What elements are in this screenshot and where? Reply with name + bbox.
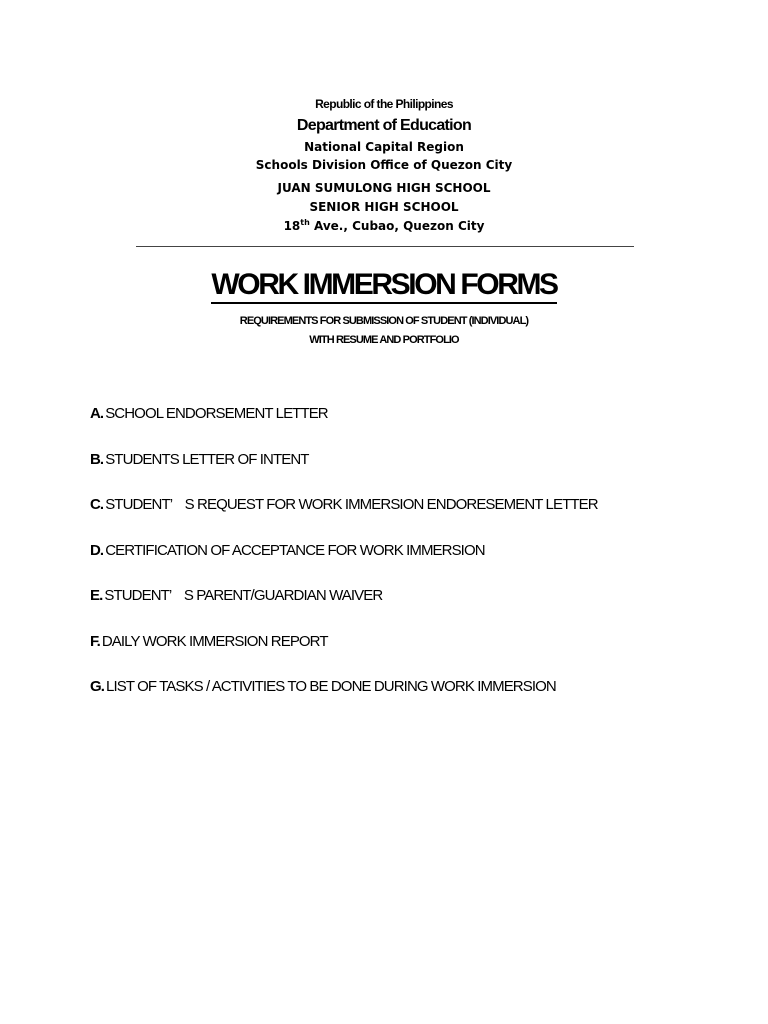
item-text: SCHOOL ENDORSEMENT LETTER	[105, 405, 328, 422]
list-item	[90, 678, 598, 724]
school-name: JUAN SUMULONG HIGH SCHOOL	[277, 181, 491, 195]
list-item	[90, 496, 598, 542]
school-level: SENIOR HIGH SCHOOL	[309, 200, 459, 214]
department-name: Department of Education	[296, 117, 472, 134]
school-address	[0, 218, 768, 233]
item-text: STUDENT’ S PARENT/GUARDIAN WAIVER	[104, 587, 383, 604]
subtitle-line-2: WITH RESUME AND PORTFOLIO	[309, 334, 459, 346]
item-letter: E.	[90, 587, 103, 604]
item-letter: G.	[90, 678, 105, 695]
item-letter: C.	[90, 496, 104, 513]
page-title	[0, 268, 768, 302]
address-number: 18	[283, 219, 301, 233]
list-item	[90, 633, 598, 679]
item-text: LIST OF TASKS / ACTIVITIES TO BE DONE DURING WORK IMMERSION	[106, 678, 556, 695]
subtitle-line-1: REQUIREMENTS FOR SUBMISSION OF STUDENT (INDIVIDUAL)	[239, 315, 529, 327]
list-item	[90, 451, 598, 497]
requirements-list	[90, 405, 598, 724]
item-letter: F.	[90, 632, 100, 650]
list-item	[90, 587, 598, 633]
item-text: DAILY WORK IMMERSION REPORT	[101, 632, 328, 650]
page-title-text: WORK IMMERSION FORMS	[211, 268, 556, 304]
region-line: National Capital Region	[304, 140, 464, 154]
header-divider	[136, 246, 634, 247]
list-item	[90, 542, 598, 588]
address-suffix: th	[300, 218, 310, 227]
item-letter: A.	[90, 405, 104, 422]
item-text: STUDENT’ S REQUEST FOR WORK IMMERSION ENDORESEMENT LETTER	[105, 496, 598, 513]
division-line: Schools Division Office of Quezon City	[255, 158, 513, 172]
list-item	[90, 405, 598, 451]
republic-line: Republic of the Philippines	[315, 97, 453, 111]
item-letter: B.	[90, 450, 104, 468]
address-rest: Ave., Cubao, Quezon City	[309, 219, 485, 233]
item-text: CERTIFICATION OF ACCEPTANCE FOR WORK IMMERSION	[105, 541, 485, 559]
item-letter: D.	[90, 541, 104, 559]
item-text: STUDENTS LETTER OF INTENT	[105, 450, 309, 468]
